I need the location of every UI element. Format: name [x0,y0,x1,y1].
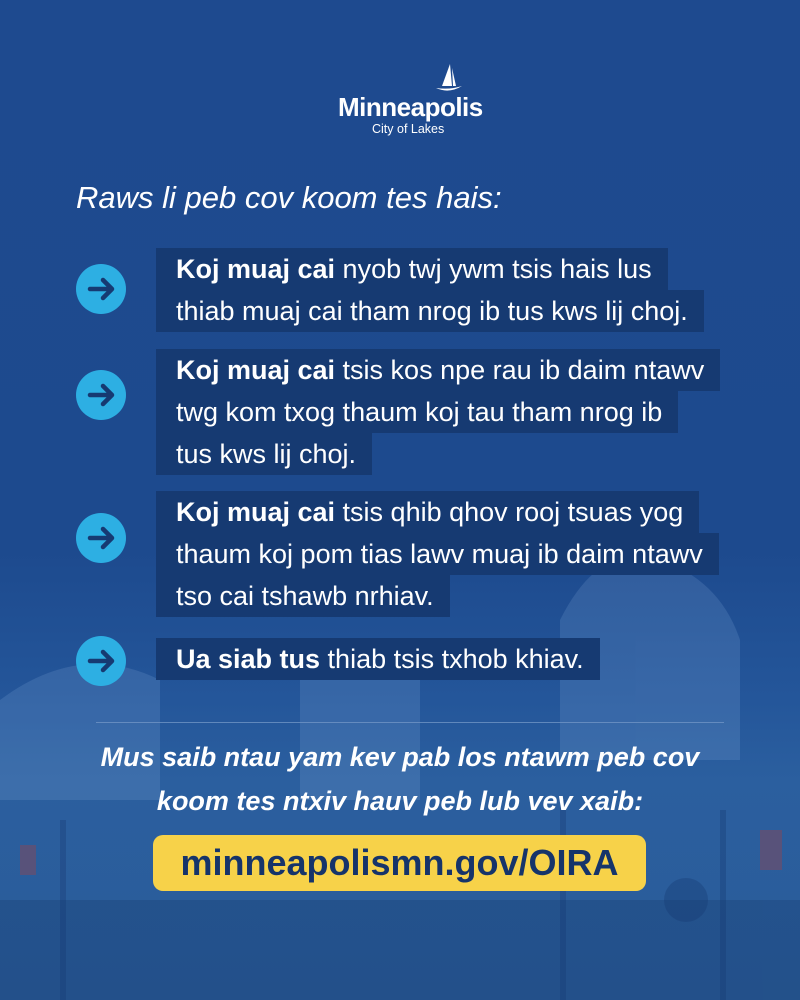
rights-bold-lead: Koj muaj cai [176,497,336,527]
rights-text: thaum koj pom tias lawv muaj ib daim ntawv [176,539,703,569]
rights-bold-lead: Koj muaj cai [176,254,336,284]
rights-bold-lead: Ua siab tus [176,644,321,674]
rights-line [156,638,600,680]
rights-line [156,575,450,617]
website-url-link[interactable] [153,835,646,891]
rights-text: tso cai tshawb nrhiav. [176,581,434,611]
rights-line [156,290,704,332]
rights-text: twg kom txog thaum koj tau tham nrog ib [176,397,663,427]
rights-line [156,391,678,433]
rights-line [156,433,372,475]
logo-tagline: City of Lakes [372,122,445,136]
divider [96,722,724,723]
rights-line [156,533,719,575]
arrow-right-icon [76,636,126,686]
intro-heading: Raws li peb cov koom tes hais: [76,180,502,215]
rights-text: nyob twj ywm tsis hais lus [335,254,652,284]
cta-line-1: Mus saib ntau yam kev pab los ntawm peb cov [100,742,700,772]
rights-text-box [156,638,600,680]
rights-text: tsis kos npe rau ib daim ntawv [335,355,705,385]
rights-text-box [156,491,719,617]
arrow-right-icon [76,264,126,314]
rights-text: thiab muaj cai tham nrog ib tus kws lij choj. [176,296,688,326]
rights-text: thiab tsis txhob khiav. [320,644,584,674]
rights-line [156,349,720,391]
sailboat-logo-icon [432,62,466,96]
rights-text-box [156,248,704,332]
rights-line [156,491,699,533]
arrow-right-icon [76,513,126,563]
arrow-right-icon [76,370,126,420]
rights-line [156,248,668,290]
rights-text: tsis qhib qhov rooj tsuas yog [335,497,684,527]
logo-name: Minneapolis [338,92,483,122]
rights-text-box [156,349,720,475]
cta-line-2: koom tes ntxiv hauv peb lub vev xaib: [156,786,644,816]
website-url-text: minneapolismn.gov/OIRA [180,842,619,883]
rights-text: tus kws lij choj. [176,439,357,469]
rights-bold-lead: Koj muaj cai [176,355,336,385]
